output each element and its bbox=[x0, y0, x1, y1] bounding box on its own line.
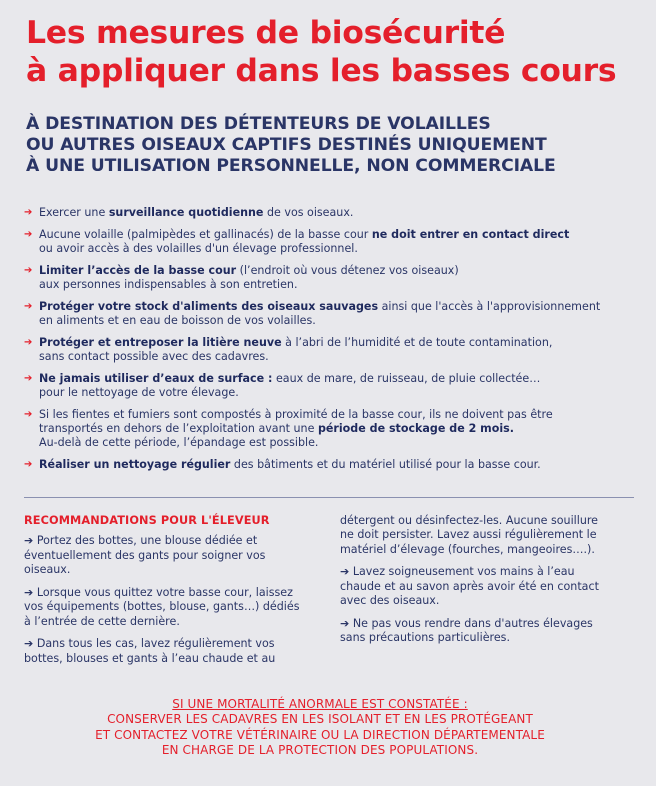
list-item bbox=[24, 264, 634, 293]
item-text: à l’abri de l’humidité et de toute contamination, bbox=[281, 335, 553, 349]
item-bold: Réaliser un nettoyage régulier bbox=[39, 458, 231, 471]
item-text: Si les fientes et fumiers sont compostés à proximité de la basse cour, ils ne doivent pas être bbox=[39, 407, 553, 421]
subtitle-line-3: À UNE UTILISATION PERSONNELLE, NON COMMERCIALE bbox=[26, 156, 556, 176]
subtitle bbox=[26, 114, 646, 177]
list-item bbox=[24, 300, 634, 329]
alert-notice bbox=[0, 697, 640, 758]
arrow-right-icon: ➔ bbox=[340, 616, 350, 630]
alert-line: EN CHARGE DE LA PROTECTION DES POPULATIONS. bbox=[161, 742, 479, 757]
rec-line: chaude et au savon après avoir été en contact bbox=[340, 579, 599, 593]
item-bold: Limiter l’accès de la basse cour bbox=[39, 263, 237, 277]
alert-line: ET CONTACTEZ VOTRE VÉTÉRINAIRE OU LA DIRECTION DÉPARTEMENTALE bbox=[95, 727, 545, 742]
item-text: sans contact possible avec des cadavres. bbox=[39, 350, 269, 363]
item-text: Exercer une bbox=[39, 206, 109, 219]
item-text: transportés en dehors de l’exploitation avant une bbox=[39, 422, 318, 435]
item-text: des bâtiments et du matériel utilisé pour la basse cour. bbox=[230, 458, 541, 471]
item-bold: Ne jamais utiliser d’eaux de surface : bbox=[39, 371, 273, 385]
item-text: ou avoir accès à des volailles d'un élevage professionnel. bbox=[39, 242, 358, 255]
list-item bbox=[24, 228, 634, 257]
rec-line: à l’entrée de cette dernière. bbox=[24, 614, 180, 628]
arrow-right-icon: ➔ bbox=[24, 637, 34, 651]
item-text: Aucune volaille (palmipèdes et gallinacés) de la basse cour bbox=[39, 227, 372, 241]
arrow-right-icon: ➔ bbox=[24, 300, 33, 312]
recommendation-item bbox=[24, 637, 320, 666]
arrow-right-icon: ➔ bbox=[24, 372, 33, 384]
rec-line: avec des oiseaux. bbox=[340, 594, 440, 608]
recommendation-item bbox=[340, 565, 630, 608]
rec-line: Dans tous les cas, lavez régulièrement vos bbox=[36, 637, 275, 651]
recommendations-left-column bbox=[24, 514, 320, 674]
subtitle-line-2: OU AUTRES OISEAUX CAPTIFS DESTINÉS UNIQUEMENT bbox=[26, 135, 547, 155]
rec-line: oiseaux. bbox=[24, 563, 71, 577]
item-text: eaux de mare, de ruisseau, de pluie collectée… bbox=[272, 371, 541, 385]
title-line-1: Les mesures de biosécurité bbox=[26, 15, 506, 51]
recommendations-right-column bbox=[340, 514, 630, 654]
arrow-right-icon: ➔ bbox=[24, 336, 33, 348]
rec-line: Portez des bottes, une blouse dédiée et bbox=[36, 534, 258, 548]
item-text: (l’endroit où vous détenez vos oiseaux) bbox=[236, 263, 459, 277]
arrow-right-icon: ➔ bbox=[24, 228, 33, 240]
list-item bbox=[24, 408, 634, 451]
item-bold: période de stockage de 2 mois. bbox=[317, 422, 514, 435]
recommendation-item bbox=[24, 586, 320, 629]
rec-line: bottes, blouses et gants à l’eau chaude et au bbox=[24, 651, 276, 665]
list-item bbox=[24, 372, 634, 401]
item-bold: Protéger votre stock d'aliments des oiseaux sauvages bbox=[39, 299, 379, 313]
arrow-right-icon: ➔ bbox=[24, 207, 33, 218]
arrow-right-icon: ➔ bbox=[24, 459, 33, 470]
rec-line: Ne pas vous rendre dans d'autres élevages bbox=[352, 616, 593, 630]
arrow-right-icon: ➔ bbox=[24, 264, 33, 276]
arrow-right-icon: ➔ bbox=[24, 408, 33, 420]
arrow-right-icon: ➔ bbox=[24, 534, 34, 548]
recommendations-title: RECOMMANDATIONS POUR L'ÉLEVEUR bbox=[24, 514, 270, 527]
item-bold: Protéger et entreposer la litière neuve bbox=[39, 335, 282, 349]
recommendation-item-continued bbox=[340, 514, 630, 557]
item-text: de vos oiseaux. bbox=[263, 206, 354, 219]
recommendation-item bbox=[24, 534, 320, 577]
arrow-right-icon: ➔ bbox=[340, 565, 350, 579]
recommendation-item bbox=[340, 617, 630, 646]
rec-line: sans précautions particulières. bbox=[340, 631, 510, 645]
title-line-2: à appliquer dans les basses cours bbox=[26, 53, 617, 89]
section-divider bbox=[24, 497, 634, 498]
rec-line: éventuellement des gants pour soigner vos bbox=[24, 548, 266, 562]
rec-line: matériel d’élevage (fourches, mangeoires….). bbox=[340, 542, 595, 556]
list-item bbox=[24, 458, 634, 472]
arrow-right-icon: ➔ bbox=[24, 585, 34, 599]
item-bold: surveillance quotidienne bbox=[108, 206, 264, 219]
item-text: pour le nettoyage de votre élevage. bbox=[39, 386, 239, 399]
rec-line: Lavez soigneusement vos mains à l’eau bbox=[352, 565, 575, 579]
item-bold: ne doit entrer en contact direct bbox=[371, 227, 570, 241]
page-title bbox=[26, 14, 646, 90]
alert-heading: SI UNE MORTALITÉ ANORMALE EST CONSTATÉE : bbox=[172, 697, 468, 711]
rec-line: ne doit persister. Lavez aussi régulièrement le bbox=[340, 528, 597, 542]
rec-line: vos équipements (bottes, blouse, gants…) dédiés bbox=[24, 600, 300, 614]
list-item bbox=[24, 206, 634, 220]
alert-line: CONSERVER LES CADAVRES EN LES ISOLANT ET EN LES PROTÉGEANT bbox=[107, 712, 533, 727]
rec-line: Lorsque vous quittez votre basse cour, laissez bbox=[36, 585, 293, 599]
measures-list bbox=[24, 206, 634, 480]
item-text: Au-delà de cette période, l’épandage est possible. bbox=[39, 436, 319, 450]
list-item bbox=[24, 336, 634, 365]
subtitle-line-1: À DESTINATION DES DÉTENTEURS DE VOLAILLES bbox=[26, 114, 491, 134]
item-text: en aliments et en eau de boisson de vos volailles. bbox=[39, 314, 316, 327]
rec-line: détergent ou désinfectez-les. Aucune souillure bbox=[340, 514, 599, 527]
item-text: ainsi que l'accès à l'approvisionnement bbox=[378, 299, 601, 313]
item-text: aux personnes indispensables à son entretien. bbox=[39, 278, 298, 291]
